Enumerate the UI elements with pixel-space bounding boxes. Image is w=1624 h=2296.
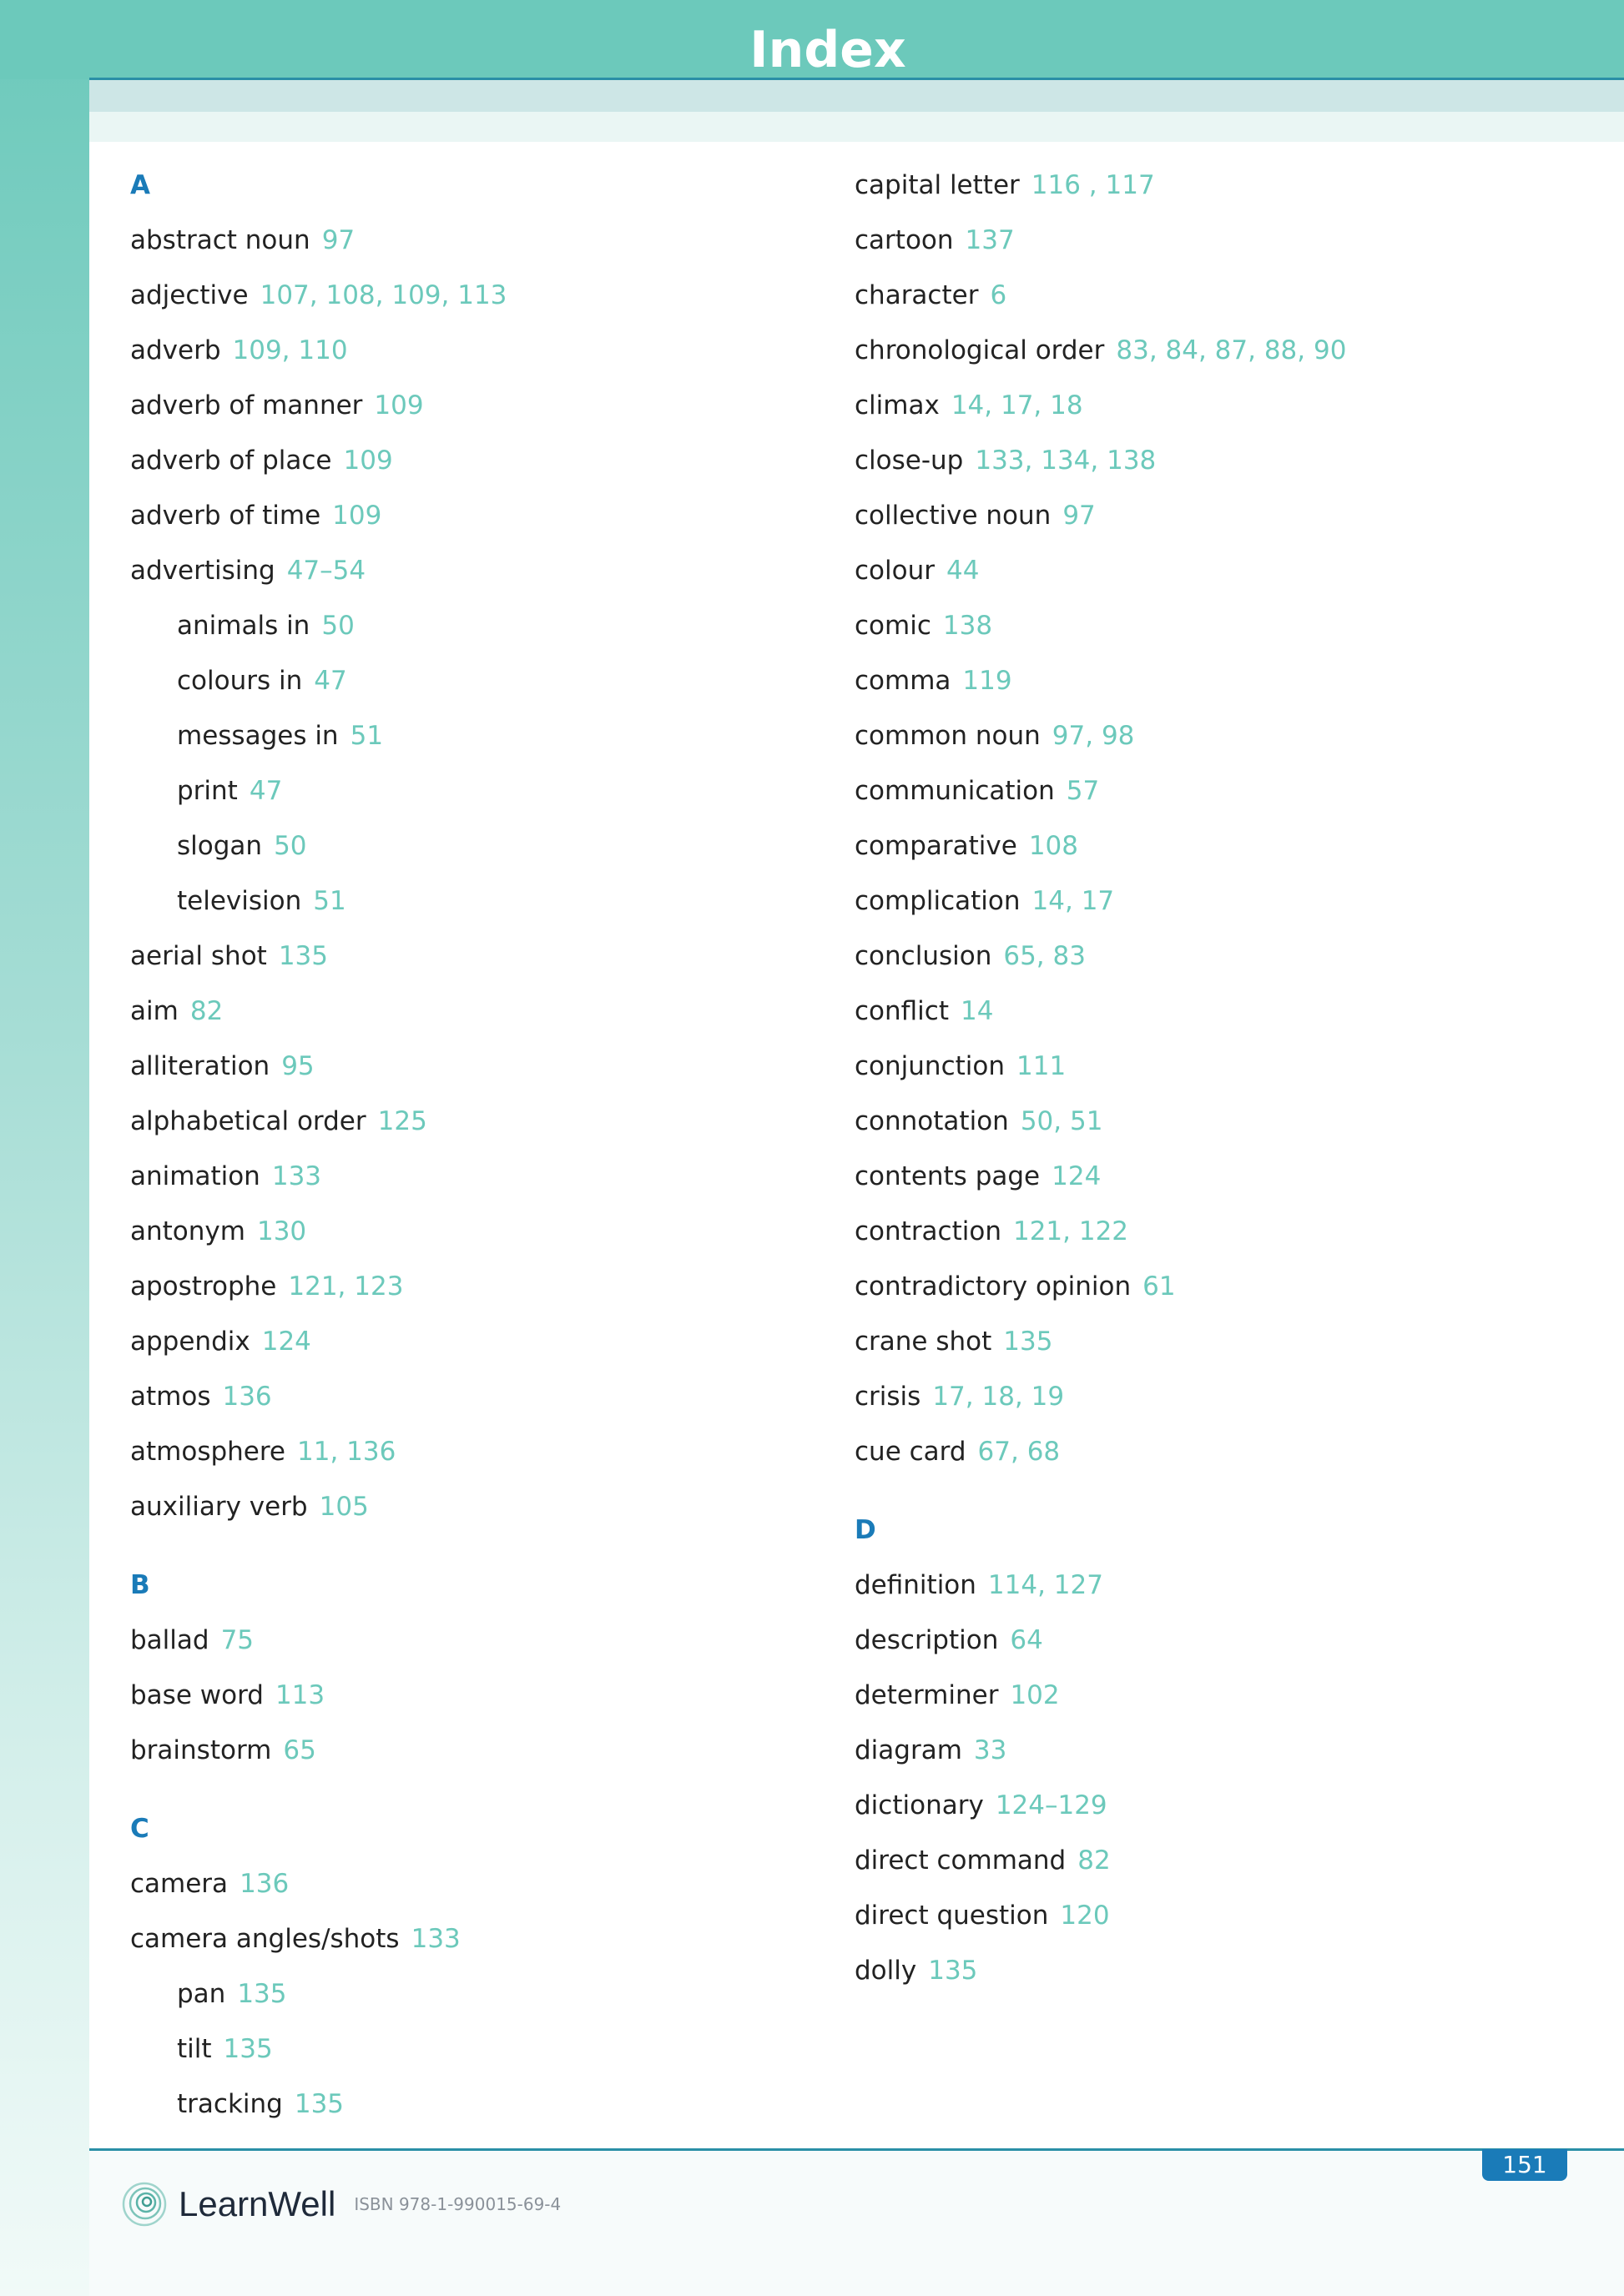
index-page-refs: 47–54 <box>286 556 366 586</box>
index-page-refs: 124 <box>1052 1161 1102 1191</box>
index-entry <box>130 1433 507 1488</box>
index-entry <box>130 1378 507 1433</box>
index-term: capital letter <box>855 170 1020 200</box>
index-entry <box>130 1158 507 1213</box>
page-title: Index <box>749 21 906 79</box>
index-column-right <box>855 167 1346 2007</box>
index-term: television <box>177 886 302 916</box>
index-page-refs: 107, 108, 109, 113 <box>260 280 507 310</box>
spiral-logo-icon <box>122 2182 167 2227</box>
index-entry <box>130 1622 507 1677</box>
index-term: climax <box>855 390 940 420</box>
index-term: definition <box>855 1570 976 1600</box>
index-page-refs: 47 <box>249 776 283 806</box>
index-entry <box>855 993 1346 1048</box>
index-entry <box>855 1323 1346 1378</box>
index-term: direct question <box>855 1901 1049 1931</box>
index-term: contents page <box>855 1161 1041 1191</box>
index-entry <box>855 387 1346 442</box>
index-term: conclusion <box>855 941 992 971</box>
index-entry <box>130 1732 507 1787</box>
index-page-refs: 121, 122 <box>1012 1216 1129 1246</box>
index-entry <box>855 1732 1346 1787</box>
index-term: aim <box>130 996 179 1026</box>
index-entry <box>855 1842 1346 1897</box>
index-subentry <box>130 718 507 773</box>
index-page-refs: 133, 134, 138 <box>975 446 1157 476</box>
index-term: common noun <box>855 721 1041 751</box>
index-page-refs: 47 <box>314 666 347 696</box>
index-term: slogan <box>177 831 263 861</box>
index-entry <box>855 1103 1346 1158</box>
index-page-refs: 105 <box>319 1492 369 1522</box>
index-entry <box>855 1567 1346 1622</box>
index-entry <box>855 662 1346 718</box>
index-subentry <box>130 883 507 938</box>
index-term: conjunction <box>855 1051 1005 1081</box>
index-term: camera angles/shots <box>130 1924 400 1954</box>
index-term: crisis <box>855 1382 921 1412</box>
index-page-refs: 67, 68 <box>977 1437 1061 1467</box>
isbn-text: ISBN 978-1-990015-69-4 <box>354 2194 562 2214</box>
index-term: print <box>177 776 238 806</box>
index-term: comparative <box>855 831 1017 861</box>
section-letter: A <box>130 170 150 200</box>
index-page-refs: 135 <box>223 2034 273 2064</box>
index-page-refs: 50 <box>321 611 355 641</box>
index-term: alliteration <box>130 1051 270 1081</box>
index-entry <box>855 828 1346 883</box>
index-term: adverb of manner <box>130 390 363 420</box>
index-page-refs: 135 <box>278 941 328 971</box>
index-term: antonym <box>130 1216 245 1246</box>
index-page-refs: 61 <box>1142 1271 1176 1302</box>
page-number: 151 <box>1482 2149 1567 2181</box>
index-page-refs: 33 <box>973 1735 1007 1765</box>
index-page-refs: 116 , 117 <box>1031 170 1155 200</box>
index-page-refs: 64 <box>1010 1625 1043 1655</box>
index-page-refs: 14, 17, 18 <box>951 390 1083 420</box>
index-entry <box>855 1433 1346 1488</box>
index-page-refs: 17, 18, 19 <box>932 1382 1065 1412</box>
index-term: collective noun <box>855 501 1052 531</box>
index-term: pan <box>177 1979 226 2009</box>
index-term: adverb of time <box>130 501 321 531</box>
index-page-refs: 57 <box>1066 776 1100 806</box>
index-entry <box>855 1897 1346 1952</box>
index-page-refs: 51 <box>313 886 346 916</box>
index-term: cue card <box>855 1437 966 1467</box>
index-term: animals in <box>177 611 310 641</box>
index-term: tracking <box>177 2089 283 2119</box>
index-term: messages in <box>177 721 339 751</box>
index-page-refs: 109 <box>374 390 424 420</box>
index-page-refs: 44 <box>946 556 980 586</box>
index-page-refs: 108 <box>1028 831 1078 861</box>
index-page-refs: 137 <box>965 225 1015 255</box>
index-page-refs: 109, 110 <box>232 335 348 365</box>
index-term: colour <box>855 556 935 586</box>
index-entry <box>855 497 1346 552</box>
index-entry <box>130 552 507 607</box>
index-entry <box>130 1866 507 1921</box>
index-term: character <box>855 280 979 310</box>
index-term: advertising <box>130 556 275 586</box>
index-term: determiner <box>855 1680 999 1710</box>
index-term: adverb of place <box>130 446 332 476</box>
index-entry <box>130 222 507 277</box>
index-entry <box>855 1048 1346 1103</box>
index-term: complication <box>855 886 1021 916</box>
index-term: camera <box>130 1869 229 1899</box>
index-term: adjective <box>130 280 249 310</box>
index-page-refs: 65, 83 <box>1003 941 1086 971</box>
index-term: brainstorm <box>130 1735 272 1765</box>
index-entry <box>855 552 1346 607</box>
index-entry <box>130 1677 507 1732</box>
index-term: alphabetical order <box>130 1106 366 1136</box>
index-term: description <box>855 1625 999 1655</box>
index-term: direct command <box>855 1845 1067 1876</box>
index-term: atmosphere <box>130 1437 285 1467</box>
index-term: chronological order <box>855 335 1105 365</box>
index-entry <box>855 1622 1346 1677</box>
index-page-refs: 114, 127 <box>987 1570 1103 1600</box>
index-entry <box>855 442 1346 497</box>
index-subentry <box>130 1976 507 2031</box>
index-page-refs: 124–129 <box>995 1790 1107 1820</box>
index-page-refs: 109 <box>343 446 393 476</box>
index-term: crane shot <box>855 1327 992 1357</box>
index-entry <box>130 1048 507 1103</box>
index-entry <box>130 993 507 1048</box>
brand-name: LearnWell <box>179 2184 336 2223</box>
index-term: apostrophe <box>130 1271 277 1302</box>
index-page-refs: 14, 17 <box>1031 886 1115 916</box>
index-subentry <box>130 773 507 828</box>
index-page-refs: 14 <box>961 996 994 1026</box>
index-page-refs: 97, 98 <box>1052 721 1135 751</box>
index-entry <box>855 1677 1346 1732</box>
index-entry <box>130 938 507 993</box>
index-page-refs: 65 <box>283 1735 316 1765</box>
index-page-refs: 82 <box>189 996 224 1026</box>
section-letter: D <box>855 1515 876 1545</box>
index-term: appendix <box>130 1327 250 1357</box>
index-entry <box>130 387 507 442</box>
index-page-refs: 83, 84, 87, 88, 90 <box>1116 335 1347 365</box>
index-page-refs: 135 <box>237 1979 287 2009</box>
index-term: ballad <box>130 1625 209 1655</box>
index-entry <box>855 277 1346 332</box>
index-page-refs: 133 <box>271 1161 322 1191</box>
index-term: animation <box>130 1161 260 1191</box>
index-entry <box>855 1158 1346 1213</box>
index-page-refs: 135 <box>1003 1327 1053 1357</box>
index-entry <box>130 1323 507 1378</box>
index-entry <box>855 1952 1346 2007</box>
index-page-refs: 120 <box>1060 1901 1110 1931</box>
index-term: communication <box>855 776 1055 806</box>
index-page-refs: 95 <box>281 1051 315 1081</box>
index-page-refs: 135 <box>294 2089 345 2119</box>
index-page-refs: 125 <box>377 1106 427 1136</box>
index-entry <box>130 1488 507 1543</box>
index-page-refs: 136 <box>222 1382 272 1412</box>
index-entry <box>855 1378 1346 1433</box>
index-entry <box>855 1787 1346 1842</box>
index-entry <box>130 332 507 387</box>
header-subband <box>89 80 1624 112</box>
index-entry <box>130 1213 507 1268</box>
index-page-refs: 11, 136 <box>297 1437 396 1467</box>
index-entry <box>855 1268 1346 1323</box>
index-term: dictionary <box>855 1790 984 1820</box>
section-letter: C <box>130 1814 149 1844</box>
index-page-refs: 138 <box>942 611 993 641</box>
index-page-refs: 121, 123 <box>288 1271 404 1302</box>
index-page-refs: 82 <box>1077 1845 1111 1876</box>
index-entry <box>130 1268 507 1323</box>
index-entry <box>855 332 1346 387</box>
index-page-refs: 133 <box>411 1924 461 1954</box>
index-page-refs: 119 <box>962 666 1012 696</box>
index-term: abstract noun <box>130 225 310 255</box>
index-term: contraction <box>855 1216 1001 1246</box>
index-page-refs: 50 <box>274 831 307 861</box>
index-term: comic <box>855 611 931 641</box>
index-page-refs: 113 <box>275 1680 325 1710</box>
brand-logo <box>122 2181 561 2228</box>
index-subentry <box>130 828 507 883</box>
index-term: colours in <box>177 666 303 696</box>
index-page-refs: 136 <box>240 1869 290 1899</box>
index-entry <box>130 1103 507 1158</box>
index-page-refs: 135 <box>928 1956 978 1986</box>
index-page-refs: 75 <box>220 1625 255 1655</box>
index-entry <box>855 222 1346 277</box>
index-page-refs: 51 <box>350 721 384 751</box>
index-term: tilt <box>177 2034 212 2064</box>
index-term: aerial shot <box>130 941 267 971</box>
index-page-refs: 124 <box>261 1327 311 1357</box>
index-subentry <box>130 2031 507 2086</box>
index-page-refs: 6 <box>990 280 1007 310</box>
index-term: dolly <box>855 1956 917 1986</box>
index-entry <box>130 497 507 552</box>
index-entry <box>855 718 1346 773</box>
index-page-refs: 109 <box>332 501 382 531</box>
index-entry <box>130 442 507 497</box>
index-page-refs: 111 <box>1016 1051 1067 1081</box>
section-letter: B <box>130 1570 150 1600</box>
index-entry <box>855 883 1346 938</box>
index-page-refs: 102 <box>1010 1680 1060 1710</box>
index-term: comma <box>855 666 951 696</box>
index-term: cartoon <box>855 225 954 255</box>
index-term: base word <box>130 1680 264 1710</box>
index-term: conflict <box>855 996 949 1026</box>
index-term: diagram <box>855 1735 962 1765</box>
index-column-left <box>130 167 507 2141</box>
index-term: close-up <box>855 446 964 476</box>
index-term: contradictory opinion <box>855 1271 1132 1302</box>
index-subentry <box>130 662 507 718</box>
index-page-refs: 50, 51 <box>1020 1106 1103 1136</box>
index-entry <box>855 167 1346 222</box>
index-term: auxiliary verb <box>130 1492 308 1522</box>
index-entry <box>855 938 1346 993</box>
index-entry <box>130 277 507 332</box>
index-term: connotation <box>855 1106 1009 1136</box>
header-subband-light <box>89 112 1624 142</box>
index-entry <box>855 1213 1346 1268</box>
index-entry <box>855 773 1346 828</box>
index-page-refs: 97 <box>321 225 356 255</box>
index-subentry <box>130 607 507 662</box>
index-page-refs: 130 <box>256 1216 307 1246</box>
index-subentry <box>130 2086 507 2141</box>
index-entry <box>855 607 1346 662</box>
index-term: adverb <box>130 335 221 365</box>
left-decorative-strip <box>0 0 89 2296</box>
index-entry <box>130 1921 507 1976</box>
index-term: atmos <box>130 1382 211 1412</box>
index-page-refs: 97 <box>1062 501 1096 531</box>
